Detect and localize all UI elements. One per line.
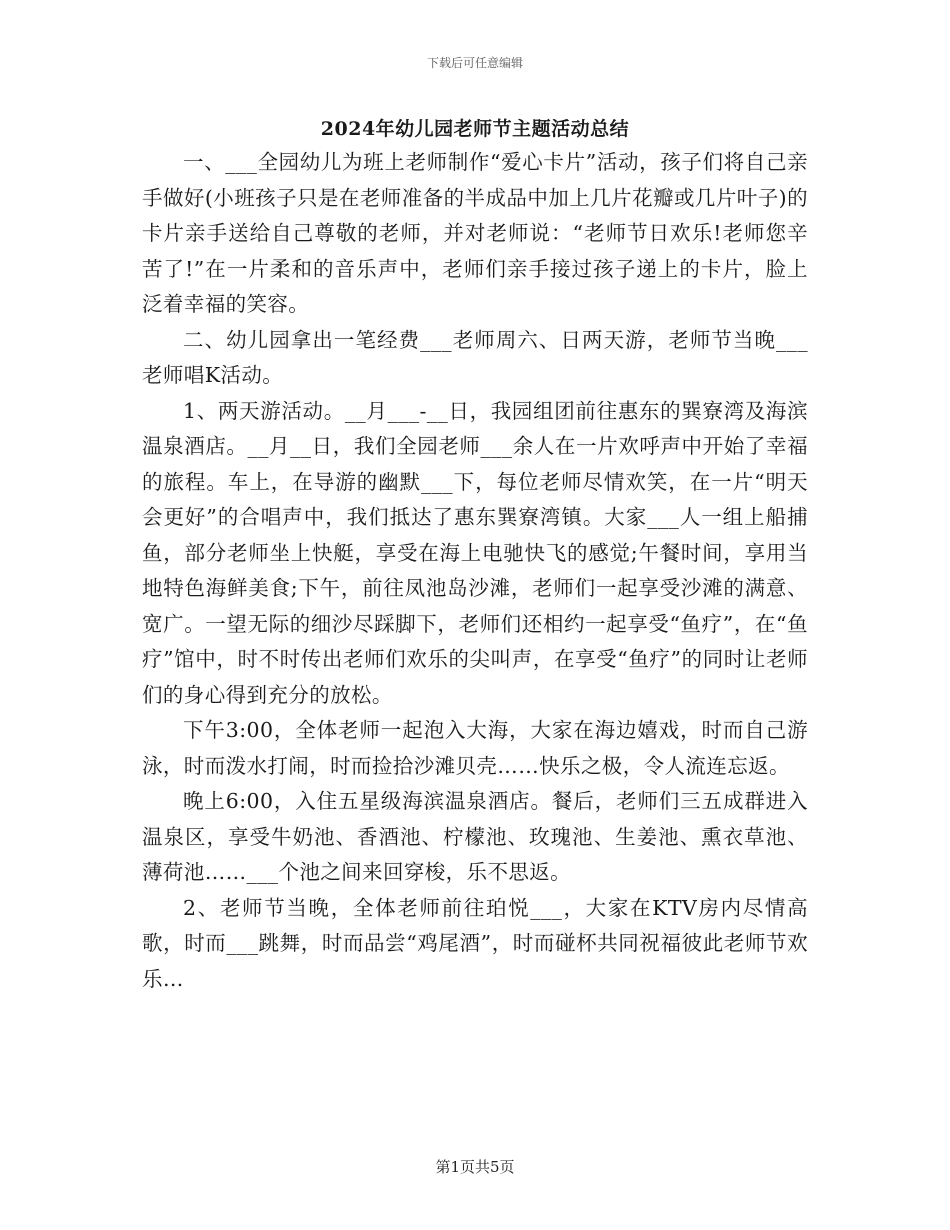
paragraph-4: 下午3:00，全体老师一起泡入大海，大家在海边嬉戏，时而自己游泳，时而泼水打闹，时而捡拾沙滩贝壳……快乐之极，令人流连忘返。 — [142, 718, 808, 778]
paragraph-1: 一、___全园幼儿为班上老师制作“爱心卡片”活动，孩子们将自己亲手做好(小班孩子只是在老师准备的半成品中加上几片花瓣或几片叶子)的卡片亲手送给自己尊敬的老师，并对老师说：“老师节日欢乐!老师您辛苦了!”在一片柔和的音乐声中，老师们亲手接过孩子递上的卡片，脸上泛着幸福的笑容。 — [142, 150, 808, 316]
document-body — [142, 145, 808, 997]
document-title: 2024年幼儿园老师节主题活动总结 — [320, 118, 630, 140]
paragraph-6: 2、老师节当晚，全体老师前往珀悦___，大家在KTV房内尽情高歌，时而___跳舞，时而品尝“鸡尾酒”，时而碰杯共同祝福彼此老师节欢乐… — [142, 895, 808, 991]
paragraph-2: 二、幼儿园拿出一笔经费___老师周六、日两天游，老师节当晚___老师唱K活动。 — [142, 327, 808, 387]
paragraph-5: 晚上6:00，入住五星级海滨温泉酒店。餐后，老师们三五成群进入温泉区，享受牛奶池、香酒池、柠檬池、玫瑰池、生姜池、熏衣草池、薄荷池……___个池之间来回穿梭，乐不思返。 — [142, 789, 808, 884]
paragraph-3: 1、两天游活动。__月___-__日，我园组团前往惠东的巽寮湾及海滨温泉酒店。__月__日，我们全园老师___余人在一片欢呼声中开始了幸福的旅程。车上，在导游的幽默___下，每位老师尽情欢笑，在一片“明天会更好”的合唱声中，我们抵达了惠东巽寮湾镇。大家___人一组上船捕鱼，部分老师坐上快艇，享受在海上电驰快飞的感觉;午餐时间，享用当地特色海鲜美食;下午，前往凤池岛沙滩，老师们一起享受沙滩的满意、宽广。一望无际的细沙尽踩脚下，老师们还相约一起享受“鱼疗”，在“鱼疗”馆中，时不时传出老师们欢乐的尖叫声，在享受“鱼疗”的同时让老师们的身心得到充分的放松。 — [142, 398, 808, 707]
page-number: 第1页共5页 — [435, 1158, 515, 1176]
page-header-note: 下载后可任意编辑 — [426, 56, 523, 70]
